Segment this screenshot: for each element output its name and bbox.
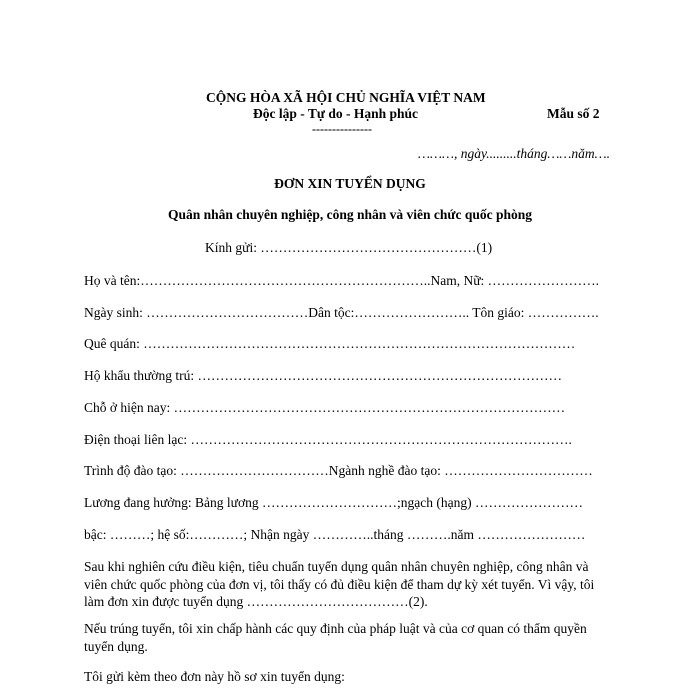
header-separator: --------------- [312,122,372,136]
field-education: Trình độ đào tạo: ……………………………Ngành nghề đào tạo: …………………………… [84,463,593,478]
paragraph-intent: Sau khi nghiên cứu điều kiện, tiêu chuẩn tuyển dụng quân nhân chuyên nghiệp, công nhân và viên chức quốc phòng của đơn vị, tôi thấy có đủ điều kiện để tham dự kỳ xét tuyển. Vì vậy, tôi làm đơn xin được tuyển dụng ………………………………(2). [84,559,595,609]
document-subtitle: Quân nhân chuyên nghiệp, công nhân và viên chức quốc phòng [167,207,533,222]
field-name: Họ và tên:………………………………………………………..Nam, Nữ: ……………………. [84,273,600,288]
document-title: ĐƠN XIN TUYỂN DỤNG [274,176,426,191]
date-line: ………, ngày.........tháng……năm…. [418,146,611,161]
field-salary: Lương đang hưởng: Bảng lương …………………………;ngạch (hạng) …………………… [84,495,583,510]
country-heading: CỘNG HÒA XÃ HỘI CHỦ NGHĨA VIỆT NAM [206,90,486,105]
field-residence: Hộ khẩu thường trú: ……………………………………………………………………… [84,368,562,383]
motto: Độc lập - Tự do - Hạnh phúc [253,106,419,121]
field-current-address: Chỗ ở hiện nay: …………………………………………………………………………… [84,400,566,415]
field-hometown: Quê quán: …………………………………………………………………………………… [84,336,576,351]
recipient-line: Kính gửi: …………………………………………(1) [205,240,493,255]
form-number: Mẫu số 2 [547,106,600,121]
paragraph-commitment: Nếu trúng tuyển, tôi xin chấp hành các quy định của pháp luật và của cơ quan có thẩm quyền tuyển dụng. [84,621,587,654]
paragraph-attachments: Tôi gửi kèm theo đơn này hồ sơ xin tuyển dụng: [84,669,345,684]
field-rank: bậc: ………; hệ số:…………; Nhận ngày …………..tháng ……….năm …………………… [84,527,586,542]
field-birth: Ngày sinh: ………………………………Dân tộc:…………………….. Tôn giáo: ……………. [84,305,599,320]
field-phone: Điện thoại liên lạc: …………………………………………………………………………. [84,432,572,447]
